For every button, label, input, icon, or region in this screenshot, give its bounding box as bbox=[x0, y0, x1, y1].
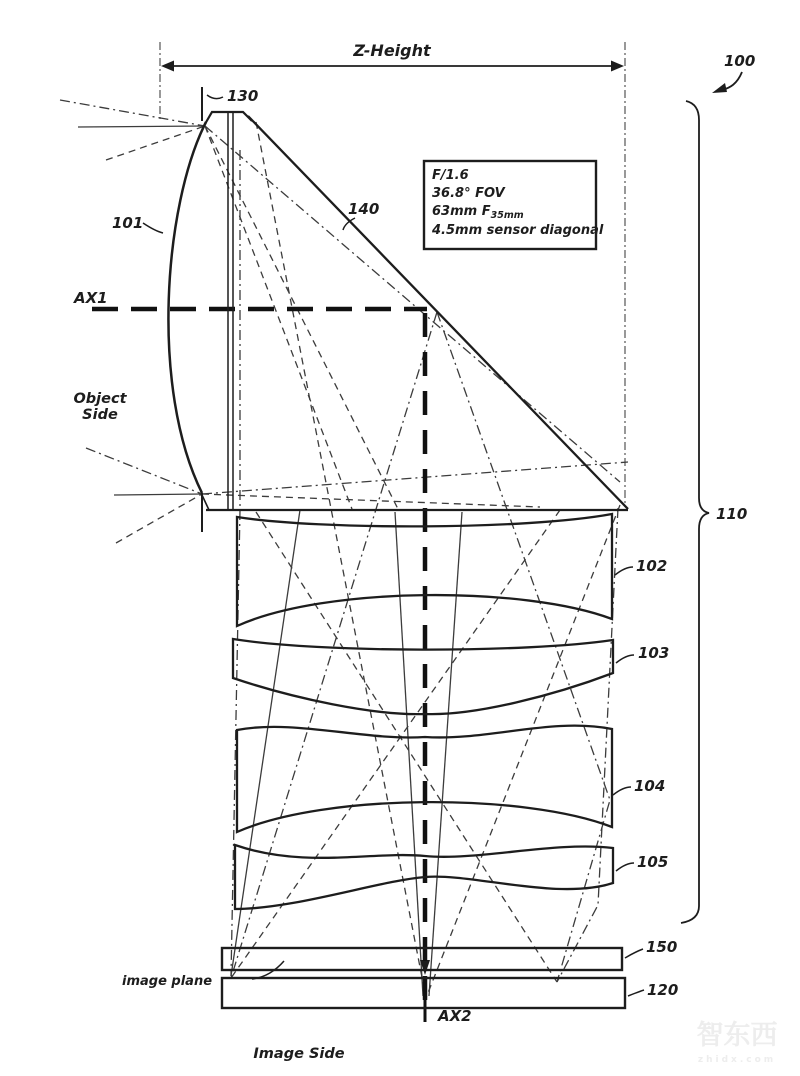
ref-103-leader bbox=[616, 655, 634, 663]
ax1-label: AX1 bbox=[74, 289, 108, 307]
ref-104-leader bbox=[613, 787, 631, 795]
ref-103-label: 103 bbox=[638, 644, 670, 662]
ref-130-leader bbox=[207, 95, 223, 99]
ref-100-arrowhead bbox=[712, 83, 727, 93]
ray-stack-right-vertical bbox=[557, 508, 618, 982]
ref-110-label: 110 bbox=[716, 505, 748, 523]
watermark-domain: zhidx.com bbox=[697, 1055, 777, 1065]
ref-105-label: 105 bbox=[637, 853, 669, 871]
ray-entry-top-dashed bbox=[106, 126, 205, 160]
arrowhead-left bbox=[161, 61, 174, 72]
arrowhead-right bbox=[611, 61, 624, 72]
ref-101-leader bbox=[143, 223, 163, 233]
ray-entry-bottom-dashed bbox=[116, 494, 202, 543]
ref-101-label: 101 bbox=[112, 214, 144, 232]
ray-prism-4 bbox=[202, 462, 628, 494]
ray-entry-bottom-solid bbox=[114, 494, 202, 495]
ray-stack-fold-to-left bbox=[231, 312, 437, 978]
ref-130-label: 130 bbox=[227, 87, 259, 105]
ref-100-label: 100 bbox=[724, 52, 756, 70]
spec-fov: 36.8° FOV bbox=[432, 186, 505, 201]
watermark-brand: 智东西 bbox=[696, 1020, 778, 1051]
ray-stack-top-to-center bbox=[256, 122, 426, 998]
image-plane-label: image plane bbox=[122, 974, 213, 989]
ray-entry-top-solid bbox=[78, 126, 205, 127]
filter-150 bbox=[222, 948, 622, 970]
ref-120-leader bbox=[628, 990, 644, 996]
ref-150-label: 150 bbox=[646, 938, 678, 956]
spec-f-number: F/1.6 bbox=[432, 168, 469, 183]
ray-entry-bottom-dashdot bbox=[86, 448, 202, 494]
ref-102-leader bbox=[615, 567, 633, 575]
ray-prism-2 bbox=[205, 126, 352, 509]
spec-box bbox=[424, 161, 604, 249]
z-height-label: Z-Height bbox=[353, 41, 431, 60]
ray-stack-center-solid-1 bbox=[395, 512, 423, 996]
watermark bbox=[697, 1020, 778, 1065]
ref-105-leader bbox=[616, 863, 634, 871]
side-labels bbox=[73, 391, 344, 1062]
ref-120-label: 120 bbox=[647, 981, 679, 999]
image-side-label: Image Side bbox=[253, 1046, 345, 1062]
ref-140-label: 140 bbox=[348, 200, 380, 218]
ax2-label: AX2 bbox=[438, 1007, 472, 1025]
ray-stack-right-to-center bbox=[426, 505, 620, 998]
object-side-label-line1: Object bbox=[73, 391, 127, 407]
ref-104-label: 104 bbox=[634, 777, 666, 795]
ray-prism-5 bbox=[202, 494, 540, 507]
optical-axes bbox=[73, 289, 472, 1025]
ref-102-label: 102 bbox=[636, 557, 668, 575]
ref-100-callout bbox=[712, 52, 755, 93]
ray-stack-center-solid-2 bbox=[429, 512, 462, 996]
ref-150-leader bbox=[625, 949, 643, 958]
brace-path bbox=[681, 101, 709, 923]
spec-sensor: 4.5mm sensor diagonal bbox=[432, 223, 604, 238]
object-side-label-line2: Side bbox=[82, 407, 118, 423]
spec-focal-subscript: 35mm bbox=[490, 210, 524, 221]
spec-focal-main: 63mm F bbox=[432, 204, 491, 219]
brace-110 bbox=[681, 101, 747, 923]
ray-entry-top-dashdot bbox=[60, 100, 205, 126]
prism-bottom-corner bbox=[202, 495, 209, 510]
ray-stack-x-left bbox=[231, 510, 560, 978]
ray-stack-x-right bbox=[256, 512, 557, 982]
ray-prism-3 bbox=[205, 126, 398, 509]
